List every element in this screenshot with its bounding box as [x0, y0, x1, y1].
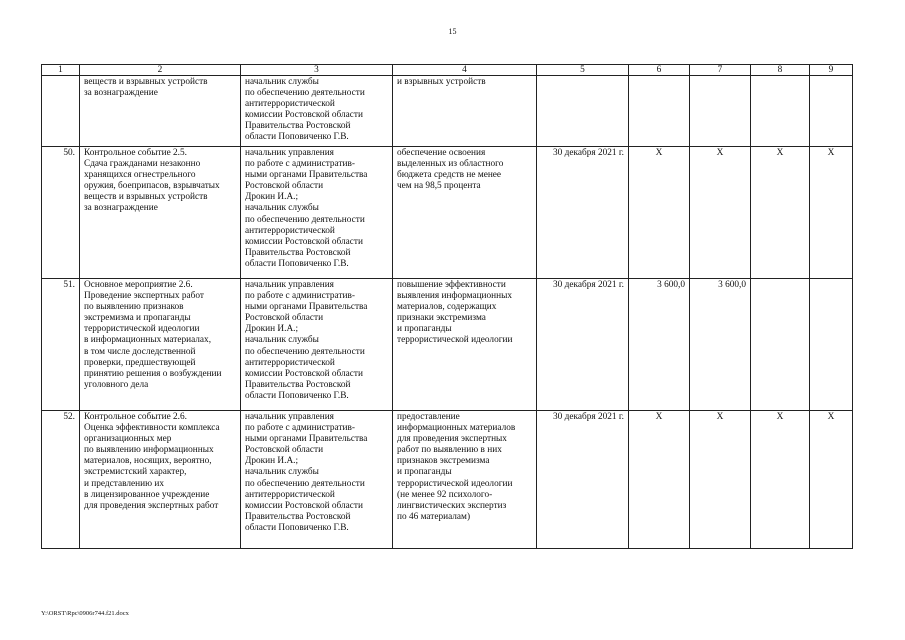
col7-cell	[690, 76, 751, 147]
col7-cell: X	[690, 147, 751, 279]
header-cell: 5	[537, 65, 629, 76]
page-number: 15	[448, 27, 457, 36]
table-row	[42, 279, 853, 411]
table-row	[42, 411, 853, 549]
file-path-footer: Y:\ORST\Rpc\0906r744.f21.docx	[41, 610, 129, 617]
col6-cell: X	[629, 147, 690, 279]
responsible-cell: начальник службы по обеспечению деятельности антитеррористической комиссии Ростовской области Правительства Ростовской области Поповиченко Г.В.	[241, 76, 393, 147]
row-number-cell: 50.	[42, 147, 80, 279]
date-cell: 30 декабря 2021 г.	[537, 279, 629, 411]
responsible-cell: начальник управления по работе с административ- ными органами Правительства Ростовской области Дрокин И.А.; начальник службы по обеспечению деятельности антитеррористической комиссии Ростовской области Правительства Ростовской области Поповиченко Г.В.	[241, 279, 393, 411]
plan-table	[41, 64, 853, 549]
header-cell: 6	[629, 65, 690, 76]
table-row	[42, 76, 853, 147]
header-cell: 1	[42, 65, 80, 76]
date-cell	[537, 76, 629, 147]
header-cell: 7	[690, 65, 751, 76]
col6-cell: X	[629, 411, 690, 549]
responsible-cell: начальник управления по работе с административ- ными органами Правительства Ростовской области Дрокин И.А.; начальник службы по обеспечению деятельности антитеррористической комиссии Ростовской области Правительства Ростовской области Поповиченко Г.В.	[241, 411, 393, 549]
date-cell: 30 декабря 2021 г.	[537, 147, 629, 279]
header-cell: 4	[393, 65, 537, 76]
header-row	[42, 65, 853, 76]
result-cell: предоставление информационных материалов для проведения экспертных работ по выявлению в них признаков экстремизма и пропаганды террористической идеологии (не менее 92 психолого- лингвистических экспертиз по 46 материалам)	[393, 411, 537, 549]
col9-cell: X	[810, 147, 853, 279]
col8-cell	[751, 76, 810, 147]
result-cell: повышение эффективности выявления информационных материалов, содержащих признаки экстремизма и пропаганды террористической идеологии	[393, 279, 537, 411]
result-cell: обеспечение освоения выделенных из областного бюджета средств не менее чем на 98,5 процента	[393, 147, 537, 279]
col9-cell	[810, 279, 853, 411]
responsible-cell: начальник управления по работе с административ- ными органами Правительства Ростовской области Дрокин И.А.; начальник службы по обеспечению деятельности антитеррористической комиссии Ростовской области Правительства Ростовской области Поповиченко Г.В.	[241, 147, 393, 279]
result-cell: и взрывных устройств	[393, 76, 537, 147]
header-cell: 3	[241, 65, 393, 76]
col8-cell: X	[751, 147, 810, 279]
date-cell: 30 декабря 2021 г.	[537, 411, 629, 549]
header-cell: 9	[810, 65, 853, 76]
col9-cell	[810, 76, 853, 147]
event-cell: Контрольное событие 2.6. Оценка эффективности комплекса организационных мер по выявлению информационных материалов, носящих, вероятно, экстремистский характер, и представлению их в лицензированное учреждение для проведения экспертных работ	[80, 411, 241, 549]
col7-cell: X	[690, 411, 751, 549]
event-cell: веществ и взрывных устройств за вознаграждение	[80, 76, 241, 147]
col8-cell	[751, 279, 810, 411]
row-number-cell: 51.	[42, 279, 80, 411]
col8-cell: X	[751, 411, 810, 549]
col9-cell: X	[810, 411, 853, 549]
row-number-cell	[42, 76, 80, 147]
col7-cell: 3 600,0	[690, 279, 751, 411]
table-body	[42, 76, 853, 549]
table-row	[42, 147, 853, 279]
col6-cell: 3 600,0	[629, 279, 690, 411]
header-cell: 2	[80, 65, 241, 76]
header-cell: 8	[751, 65, 810, 76]
col6-cell	[629, 76, 690, 147]
event-cell: Контрольное событие 2.5. Сдача гражданами незаконно хранящихся огнестрельного оружия, боеприпасов, взрывчатых веществ и взрывных устройств за вознаграждение	[80, 147, 241, 279]
event-cell: Основное мероприятие 2.6. Проведение экспертных работ по выявлению признаков экстремизма и пропаганды террористической идеологии в информационных материалах, в том числе доследственной проверки, предшествующей принятию решения о возбуждении уголовного дела	[80, 279, 241, 411]
row-number-cell: 52.	[42, 411, 80, 549]
